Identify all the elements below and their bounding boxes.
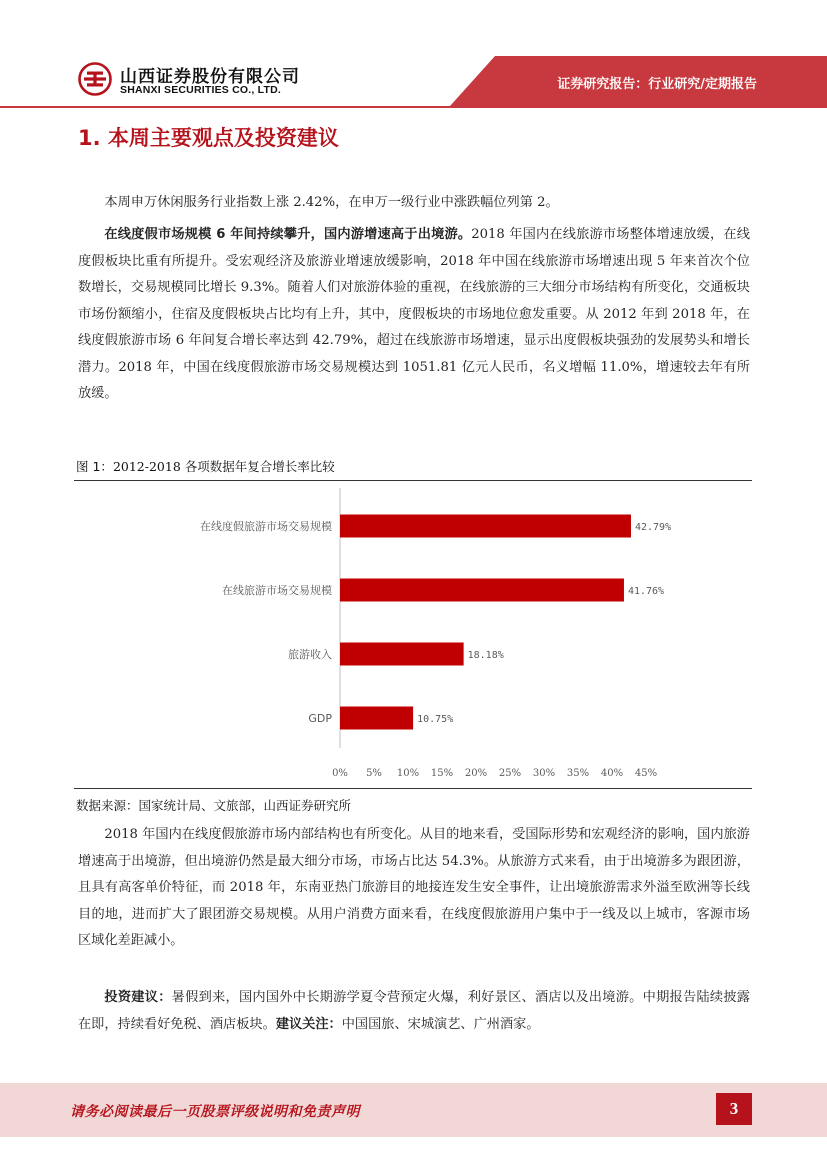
x-tick-label: 10% [396,768,420,779]
category-label: GDP [308,712,332,725]
bar [340,707,413,730]
x-tick-label: 20% [464,768,488,779]
bar [340,643,464,666]
page-header [0,0,827,112]
x-tick-label: 15% [430,768,454,779]
recommendation-text: 中国国旅、宋城演艺、广州酒家。 [341,1016,540,1032]
bar [340,515,631,538]
category-label: 在线旅游市场交易规模 [222,584,332,597]
figure-title-rest: 各项数据年复合增长率比较 [180,459,335,474]
category-label: 在线度假旅游市场交易规模 [200,520,332,533]
x-tick-label: 5% [366,768,382,779]
paragraph-investment-advice [78,985,750,1038]
page-number: 3 [716,1093,752,1125]
data-label: 42.79% [634,522,672,533]
x-tick-label: 45% [634,768,658,779]
paragraph-text: 2018 年国内在线旅游市场整体增速放缓，在线度假板块比重有所提升。受宏观经济及旅游业增速放缓影响，2018 年中国在线旅游市场增速出现 5 年来首次个位数增长，交易规模同比增长 9.3%。随着人们对旅游体验的重视，在线旅游的三大细分市场结构有所变化，交通板块市场份额缩小，住宿及度假板块占比均有上升，其中，度假板块的市场地位愈发重要。从 2012 年到 2018 年，在线度假旅游市场 6 年间复合增长率达到 42.79%，超过在线旅游市场增速，显示出度假板块强劲的发展势头和增长潜力。2018 年，中国在线度假旅游市场交易规模达到 1051.81 亿元人民币，名义增幅 11.0%，增速较去年有所放缓。 [78,227,750,401]
data-label: 18.18% [467,650,504,661]
data-label: 10.75% [417,714,454,725]
figure-bottom-rule [74,788,752,789]
x-tick-label: 30% [532,768,556,779]
investment-advice-text: 暑假到来，国内国外中长期游学夏令营预定火爆，利好景区、酒店以及出境游。中期报告陆续披露在即，持续看好免税、酒店板块。 [78,990,750,1032]
paragraph-lead: 在线度假市场规模 6 年间持续攀升，国内游增速高于出境游。 [104,227,472,242]
company-logo-icon [78,62,112,96]
x-tick-label: 25% [498,768,522,779]
paragraph-text: 本周申万休闲服务行业指数上涨 2.42%，在申万一级行业中涨跌幅位列第 2。 [104,195,559,210]
figure-title-prefix: 图 1： [76,459,113,474]
section-title: 1. 本周主要观点及投资建议 [78,126,339,150]
x-tick-label: 40% [600,768,624,779]
cagr-bar-chart [74,488,754,788]
figure-source: 数据来源：国家统计局、文旅部，山西证券研究所 [76,798,352,813]
report-type: 证券研究报告：行业研究/定期报告 [557,77,757,92]
investment-advice-label: 投资建议： [104,990,172,1005]
figure-title-years: 2012-2018 [112,459,181,474]
paragraph-market-structure [78,822,750,955]
category-label: 旅游收入 [288,648,332,661]
figure-title [76,457,335,475]
paragraph-text: 2018 年国内在线度假旅游市场内部结构也有所变化。从目的地来看，受国际形势和宏观经济的影响，国内旅游增速高于出境游，但出境游仍然是最大细分市场，市场占比达 54.3%。从旅游方式来看，由于出境游多为跟团游，且具有高客单价特征，而 2018 年，东南亚热门旅游目的地接连发生安全事件，让出境旅游需求外溢至欧洲等长线目的地，进而扩大了跟团游交易规模。从用户消费方面来看，在线度假旅游用户集中于一线及以上城市，客源市场区域化差距减小。 [78,827,750,948]
paragraph-online-vacation [78,222,750,408]
bar [340,579,624,602]
company-name-cn: 山西证券股份有限公司 [120,67,300,87]
recommendation-label: 建议关注： [275,1016,342,1032]
company-name-en: SHANXI SECURITIES CO., LTD. [120,84,281,96]
x-tick-label: 0% [332,768,348,779]
paragraph-weekly-index [78,190,750,217]
x-tick-label: 35% [566,768,590,779]
footer-disclaimer: 请务必阅读最后一页股票评级说明和免责声明 [70,1104,360,1120]
figure-top-rule [74,480,752,481]
data-label: 41.76% [627,586,665,597]
